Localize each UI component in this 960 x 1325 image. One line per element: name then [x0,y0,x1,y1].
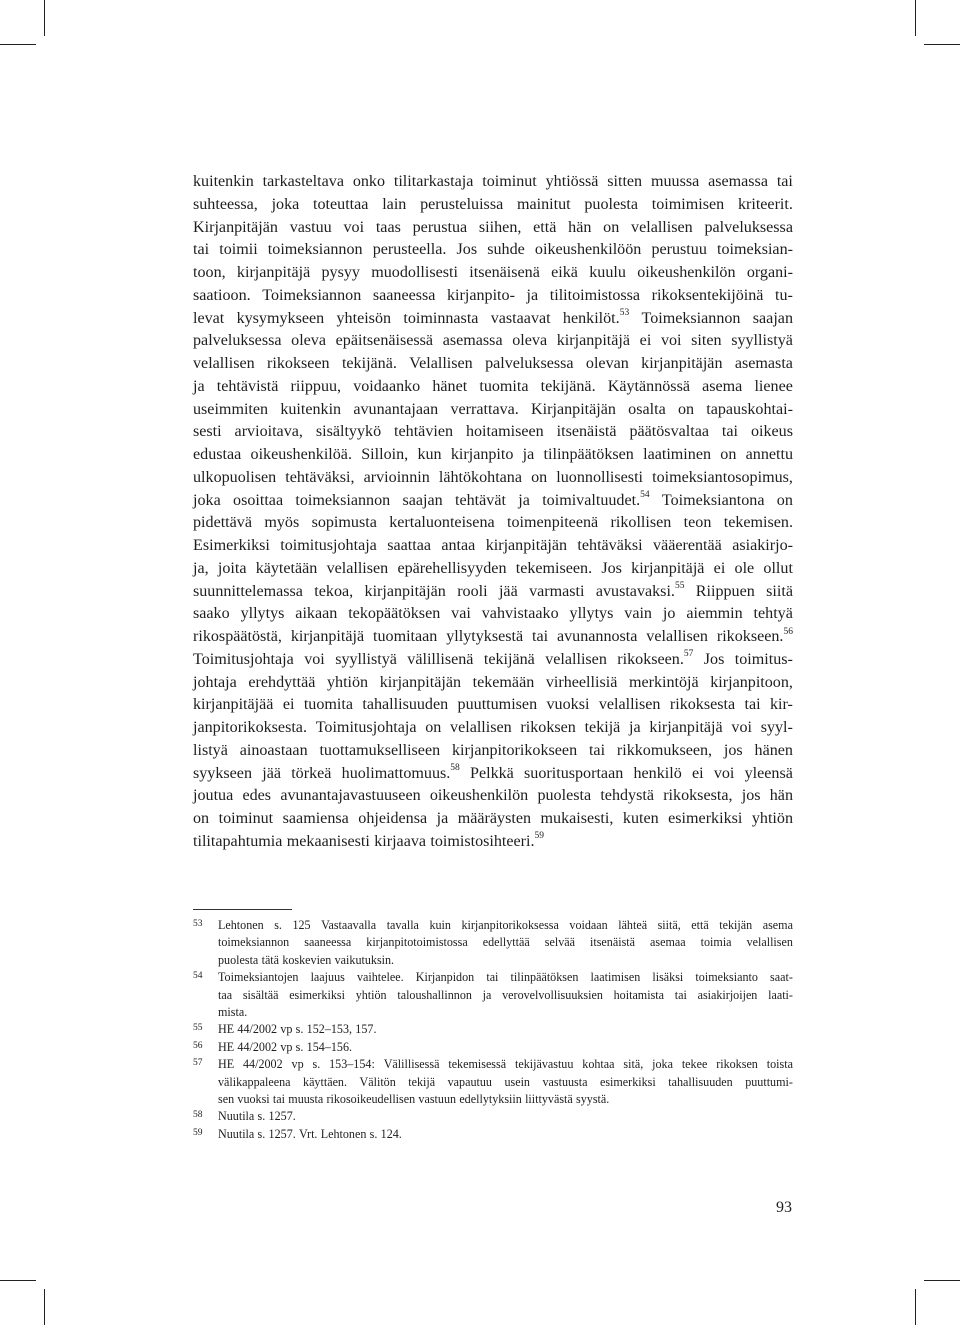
footnote-ref: 56 [783,626,793,637]
text-line: tilitapahtumia mekaanisesti kirjaava toimistosihteeri.$^{59}$ [193,831,545,850]
text-line: useimmiten kuitenkin avunantajaan verrattava. Kirjanpitäjän osalta on tapauskohtai- [193,400,793,418]
footnotes [193,917,793,1143]
text-line: saatioon. Toimeksiannon saaneessa kirjanpito- ja tilitoimistossa rikoksentekijöinä tu- [193,286,793,304]
text-line: tai toimii toimeksiannon perusteella. Jos suhde oikeushenkilöön perustuu toimeksian- [193,241,793,259]
text-line: sesti arvioitava, sisältyykö tehtävien hoitamiseen itsenäistä päätösvaltaa tai oikeus [193,423,793,441]
text-line: Lehtonen s. 125 Vastaavalla tavalla kuin kirjanpitorikoksessa voidaan lähteä siitä, että tekijän asema [218,918,793,932]
text-line: pidettävä myös sopimusta kertaluonteisena toimenpiteenä rikollisen teon tekemisen. [193,514,793,532]
crop-mark [0,1280,36,1281]
text-line: Nuutila s. 1257. Vrt. Lehtonen s. 124. [218,1126,402,1141]
footnote-number: 58 [193,1110,203,1121]
crop-mark [44,0,45,36]
text-line: suhteessa, joka toteuttaa lain perusteluissa mainitut puolesta toimimisen kriteerit. [193,195,793,213]
footnote [193,1021,793,1038]
crop-mark [915,0,916,36]
text-line: ulkopuolisen tehtäväksi, arvioinnin lähtökohtana on luonnollisesti toimeksiantosopimus, [193,468,793,486]
footnote [193,1056,793,1108]
footnote [193,1126,793,1143]
text-line: puolesta tätä koskevien vaikutuksin. [218,952,395,967]
footnote-ref: 55 [674,581,685,592]
text-line: toon, kirjanpitäjä pysyy muodollisesti itsenäisenä eikä kuulu oikeushenkilön organi- [193,264,793,281]
text-line: syykseen jää törkeä huolimattomuus.$^{58}$ Pelkkä suoritusportaan henkilö ei voi yleensä [193,763,793,782]
text-line: HE 44/2002 vp s. 154–156. [218,1039,353,1054]
footnote-ref: 57 [683,649,694,660]
footnote-ref: 58 [450,763,460,774]
text-line: suunnittelemassa tekoa, kirjanpitäjän rooli jää varmasti avustavaksi.$^{55}$ Riippuen siitä [193,581,793,600]
crop-mark [915,1289,916,1325]
footnote-number: 57 [193,1058,203,1069]
crop-mark [924,1280,960,1281]
crop-mark [44,1289,45,1325]
text-line: rikospäätöstä, kirjanpitäjä tuomitaan yllytyksestä tai avunannosta velallisen rikokseen.$^{56}$ [193,626,793,645]
footnote-number: 54 [193,971,203,982]
text-line: ja, joita käytetään velallisen epärehellisyyden tekemiseen. Jos kirjanpitäjä ei ole ollut [193,559,793,577]
footnote [193,969,793,1021]
text-line: HE 44/2002 vp s. 153–154: Välillisessä tekemisessä tekijävastuu kohtaa sitä, joka tekee rikoksen toista [218,1057,793,1072]
text-line: edustaa oikeushenkilöä. Silloin, kun kirjanpito ja tilinpäätöksen laatiminen on annettu [193,446,793,463]
text-line: välikappaleena käyttäen. Välitön tekijä vapautuu usein vastuusta esimerkiksi tahallisuuden puuttumi- [218,1074,793,1089]
footnote [193,1108,793,1125]
footnote [193,1039,793,1056]
page-number: 93 [776,1199,792,1216]
footnote-separator [193,909,292,910]
text-line: taa sisältää esimerkiksi yhtiön taloushallinnon ja verovelvollisuuksien hoitamista tai asiakirjoijen laati- [218,987,793,1002]
text-line: HE 44/2002 vp s. 152–153, 157. [218,1022,377,1037]
footnote-ref: 54 [640,490,650,501]
footnote [193,917,793,969]
footnote-number: 59 [193,1127,203,1138]
footnote-ref: 53 [619,308,630,319]
text-line: Nuutila s. 1257. [218,1109,296,1124]
text-line: joka osoittaa toimeksiannon saajan tehtävät ja toimivaltuudet.$^{54}$ Toimeksiantona on [193,490,793,509]
text-line: saako yllytys aikaan tekopäätöksen vai vahvistaako yllytys vain jo aiemmin tehtyä [193,605,793,623]
text-line: kirjanpitäjää ei tuomita tahallisuuden puuttumisen vuoksi velallisen rikoksesta tai kir- [193,696,793,714]
text-line: kuitenkin tarkasteltava onko tilitarkastaja toiminut yhtiössä sitten muussa asemassa tai [193,173,793,190]
text-line: palveluksessa oleva epäitsenäisessä asemassa oleva kirjanpitäjä ei voi siten syyllistyä [193,332,793,350]
footnote-number: 55 [193,1023,203,1034]
text-line: on toiminut saamiensa ohjeidensa ja määräysten mukaisesti, kuten esimerkiksi yhtiön [193,810,793,827]
text-line: joutua edes avunantajavastuuseen oikeushenkilön puolesta tehdystä rikoksesta, jos hän [193,787,793,805]
text-line: sen vuoksi tai muusta rikosoikeudellisen vastuun edellytyksiin liittyvästä syystä. [218,1091,610,1106]
text-line: levat kysymykseen yhteisön toiminnasta vastaavat henkilöt.$^{53}$ Toimeksiannon saajan [193,308,793,327]
text-line: johtaja erehdyttää yhtiön kirjanpitäjän tekemään virheellisiä merkintöjä kirjanpitoon, [193,673,793,691]
text-line: listyä ainoastaan tuottamukselliseen kirjanpitorikokseen tai rikkomukseen, jos hänen [193,741,793,759]
text-line: ja tehtävistä riippuu, voidaanko hänet tuomita tekijänä. Käytännössä asema lienee [193,377,793,395]
text-line: velallisen rikokseen tekijänä. Velallisen palveluksessa olevan kirjanpitäjän asemasta [193,355,793,372]
text-line: mista. [218,1004,248,1019]
text-line: Toimeksiantojen laajuus vaihtelee. Kirjanpidon tai tilinpäätöksen laatimisen lisäksi toimeksianto saat- [218,970,793,985]
footnote-ref: 59 [534,831,545,842]
text-line: janpitorikoksesta. Toimitusjohtaja on velallisen rikoksen tekijä ja kirjanpitäjä voi syyl- [193,719,793,736]
footnote-number: 56 [193,1040,203,1051]
crop-mark [0,44,36,45]
text-line: Kirjanpitäjän vastuu voi taas perustua siihen, että hän on velallisen palveluksessa [193,218,793,236]
text-line: toimeksiannon saaneessa kirjanpitotoimistossa edellyttää selvää itsenäistä asemaa toimia velallisen [218,935,793,950]
crop-mark [924,44,960,45]
body-text [193,171,793,854]
text-line: Toimitusjohtaja voi syyllistyä välillisenä tekijänä velallisen rikokseen.$^{57}$ Jos toimitus- [193,649,793,668]
text-line: Esimerkiksi toimitusjohtaja saattaa antaa kirjanpitäjän tehtäväksi vääerentää asiakirjo- [193,537,793,554]
footnote-number: 53 [193,919,203,929]
